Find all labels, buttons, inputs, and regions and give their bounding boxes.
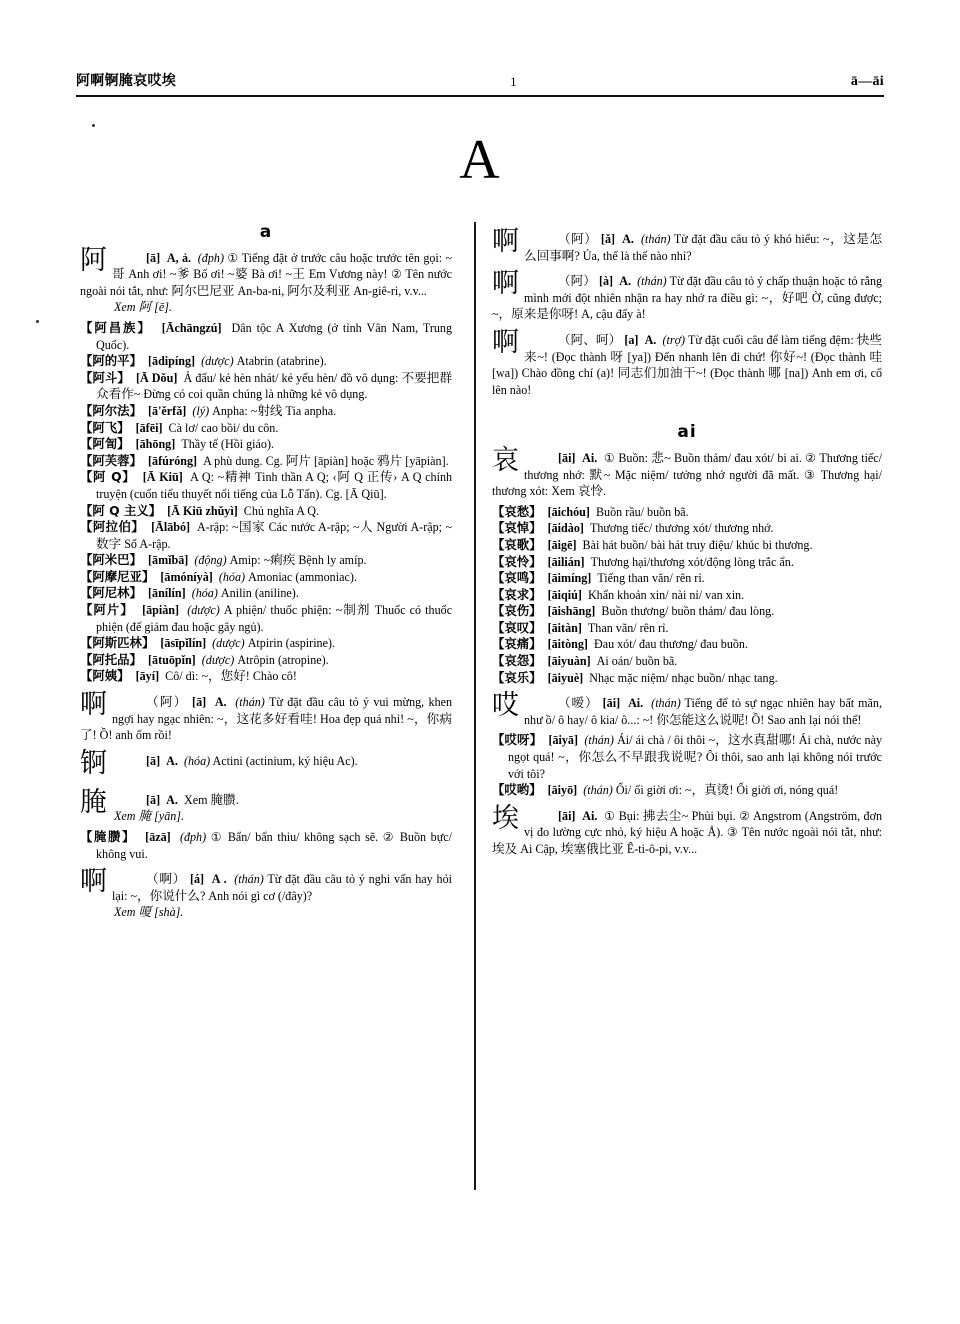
sub-entry [492,653,882,670]
sub-entry-definition: Anpha: ~射线 Tia anpha. [212,402,337,418]
headword-character: 啊 [492,268,519,300]
headword-body [492,326,883,398]
sub-entry [80,635,452,652]
sub-entry-pinyin: [ādipíng] [148,354,196,369]
sub-entry [80,436,452,453]
headword-body [80,753,452,770]
part-of-speech: (thán) [641,232,671,246]
cjk-text: ，这花多好看哇 [223,710,313,726]
han-viet-reading: A. [622,232,634,246]
sub-entry-pinyin: [āfúróng] [148,453,198,468]
sub-entry-definition: Atabrin (atabrine). [236,354,327,369]
sub-entry [80,403,452,420]
cjk-text: 人 [359,519,374,535]
headword-variant: （阿） [558,231,598,246]
han-viet-reading: A. [166,753,178,768]
pinyin: [āi] [558,808,576,823]
han-viet-reading: A. [166,792,178,807]
sub-entry-label: (dược) [187,603,220,618]
cjk-text: 王 [292,266,306,282]
part-of-speech: (thán) [651,696,681,711]
sub-entry-label: (lý) [192,403,210,418]
sub-entry-definition: Buồn thương/ buồn thảm/ đau lòng. [601,604,775,619]
headword-character: 埃 [492,802,519,834]
sub-entry [492,670,882,687]
cjk-text: 婆 [234,266,248,282]
definition-text: Từ đặt cuối câu để làm tiếng đệm: 快些来~! (Đọc thành 呀 [ya]) Đến nhanh lên đi chứ! 你好~! (Đọc thành 哇 [wa]) Chào đồng chí (a)! 同志们加油干~! (Đọc thành 哪 [na]) Anh em ơi, cố lên nào! [492,331,883,397]
column-divider [474,222,476,1190]
part-of-speech: (thán) [235,695,265,710]
sub-entry-definition: Cô/ dì: ~，您好! Chào cô! [165,668,297,684]
part-of-speech: (thán) [234,872,264,887]
cjk-text: 阿尔及利亚 [287,282,351,298]
headword-body [492,802,883,858]
sub-entry-label: (dược) [201,354,234,369]
cjk-text: 不要把群众看作 [96,369,453,402]
sub-entry-label: (dược) [201,652,235,667]
sub-entry [492,782,882,799]
sub-entry-pinyin: [āsīpǐlín] [160,636,207,651]
headword-character: 啊 [492,326,519,358]
sub-entry-headword: 【阿托品】 [80,651,142,667]
sub-entry-pinyin: [āigē] [547,537,577,552]
sub-entry-pinyin: [āiqiú] [547,587,582,602]
sub-entry-headword: 【阿米巴】 [80,552,142,568]
sub-entry-label: (hóa) [218,569,246,584]
headword-character: 啊 [492,226,519,257]
part-of-speech: (đph) [197,250,224,265]
sub-entry [492,587,882,604]
cjk-text: 阿 [336,469,351,485]
sub-entry-definition: Thầy tế (Hồi giáo). [181,437,274,452]
cjk-text: 国家 [238,519,266,535]
right-entry-list-top [492,226,883,398]
cjk-text: 阿尔巴尼亚 [171,282,235,298]
sub-entry [80,519,452,552]
sub-entry-pinyin: [āishāng] [547,604,596,619]
sub-entry-definition: Cà lơ/ cao bồi/ du côn. [168,420,279,435]
part-of-speech: (thán) [637,274,667,289]
left-column [80,222,452,925]
pinyin: [ā] [192,695,207,710]
headword-entry [80,747,452,783]
sub-entry-definition: Amip: ~痢疾 Bệnh ly amíp. [229,552,367,568]
sub-entry-definition: A-rập: ~国家 Các nước A-rập; ~人 Người A-rập; ~数字 Số A-rập. [96,519,453,551]
cjk-text: 阿 [138,299,152,315]
cjk-text: 制剂 [342,602,371,618]
headword-entry [492,268,883,323]
sub-entry-pinyin: [āilián] [547,554,585,569]
cjk-text: 同志们加油干 [617,365,697,381]
definition-text: ① Buồn: 悲~ Buồn thảm/ đau xót/ bi ai. ② Thương tiếc/ thương nhớ: 默~ Mặc niệm/ tưởng nhớ người đã mất. ③ Thương hại/ thương xót: Xem 哀怜. [492,449,883,499]
sub-entry-pinyin: [āidào] [547,521,584,536]
headword-body [492,444,883,500]
sub-entry-headword: 【阿拉伯】 [80,519,145,535]
cjk-text: 爹 [176,266,190,282]
sub-entry-pinyin: [Ā Kiū] [142,470,183,485]
sub-entry-pinyin: [āitòng] [547,637,588,652]
sub-entry-headword: 【哎呀】 [492,732,543,748]
cjk-text: 哇 [869,348,883,364]
sub-entry-headword: 【哀怜】 [492,553,542,569]
pinyin: [a] [624,332,639,347]
headword-character: 锕 [80,747,107,779]
cjk-text: 埃塞俄比亚 [560,841,624,856]
sub-entry-headword: 【哀悼】 [492,520,542,536]
sub-entry [80,585,452,602]
sub-entry-definition: Bài hát buồn/ bài hát truy điệu/ khúc bi thương. [582,537,813,552]
cjk-text: 阿片 [285,452,311,468]
sub-entry-headword: 【哀叹】 [492,619,542,635]
sub-entry-definition: Ai oán/ buồn bã. [596,654,678,669]
sub-entry-definition: ① Bẩn/ bẩn thiu/ không sạch sẽ. ② Buồn bực/ không vui. [96,830,453,861]
sub-entry-definition: Tiếng than văn/ rên rỉ. [597,571,705,586]
definition-text: Từ đặt đầu câu tỏ ý vui mừng, khen ngợi hay ngạc nhiên: ~，这花多好看哇! Hoa đẹp quá nhỉ! ~，你病了! Ồ! anh ốm rồi! [80,695,453,743]
sub-entry [492,570,882,587]
sub-entry-pinyin: [āimíng] [547,571,592,586]
cjk-text: 呀 [610,348,624,364]
sub-entry-headword: 【阿的平】 [80,353,142,369]
sub-entry-pinyin: [Āchāngzú] [161,320,222,335]
cjk-text: 数字 [96,535,122,551]
sub-entry-pinyin: [āiyuè] [547,670,584,685]
syllable-heading-a: a [259,222,273,242]
sub-entry-headword: 【哀歌】 [492,536,542,552]
sub-entry-label: (động) [194,553,227,568]
sub-entry-headword: 【哀愁】 [492,503,542,519]
sub-entry-definition: Anilin (aniline). [220,586,299,601]
sub-entry [80,503,452,520]
sub-entry-pinyin: [āichóu] [547,504,590,519]
sub-entry [80,569,452,586]
sub-entry-definition: Atrôpin (atropine). [237,652,329,667]
pinyin: [āi] [602,696,621,711]
headword-entry [492,444,883,500]
headword-body [492,690,882,728]
cross-reference: Xem 嗄 [shà]. [114,904,184,920]
sub-entry-headword: 【哀鸣】 [492,570,542,586]
sub-entry-definition: Chủ nghĩa A Q. [243,503,320,518]
han-viet-reading: Ai. [582,450,598,465]
sub-entry-headword: 【阿 Q 主义】 [80,502,162,518]
sub-entry-pinyin: [ātuōpǐn] [148,652,196,667]
sub-entry-pinyin: [āzā] [145,830,171,844]
cjk-text: 嗄 [138,904,152,920]
sub-entry-pinyin: [āfēi] [135,420,163,435]
cjk-text: ，您好 [208,668,246,684]
sub-entry-pinyin: [Ā Kiū zhǔyì] [167,503,238,518]
headword-variant: （阿） [558,273,596,289]
definition-text: Tiếng để tỏ sự ngạc nhiên hay bất mãn, như ồ/ ô hay/ ô kia/ ô...: ~! 你怎能这么说呢! Ồ! Sao anh lại nói thế! [524,696,882,727]
sub-entry-headword: 【哀痛】 [492,636,542,652]
cjk-text: 腌臜 [210,791,236,807]
cjk-text: ，真烫 [691,782,730,798]
cjk-text: 拂去尘 [642,807,682,823]
headword-variant: （阿、呵） [558,331,622,347]
sub-entry-definition: Đau xót/ đau thương/ đau buồn. [593,637,748,652]
sub-entry [492,603,882,620]
section-letter: A [459,129,501,191]
pinyin: [ā] [146,753,161,768]
pinyin: [ā] [146,792,161,807]
headword-entry [80,786,452,825]
sub-entry-pinyin: [āhōng] [135,437,176,452]
sub-entry-headword: 【阿斗】 [80,369,130,385]
headword-variant: （啊） [146,871,187,887]
sub-entry-headword: 【阿斯匹林】 [80,635,155,651]
sub-entry [492,636,882,653]
sub-entry-headword: 【哀乐】 [492,669,542,685]
right-entry-list-bottom [492,444,883,858]
pinyin: [ǎ] [600,232,616,246]
cjk-text: 正传 [366,469,394,485]
sub-entry [80,652,452,669]
cjk-text: 你怎能这么说呢 [656,711,745,727]
sub-entry-pinyin: [ānílín] [148,586,186,601]
sub-entry [492,520,882,537]
running-head-left: 阿啊锕腌哀哎埃 [76,73,177,89]
sub-entry-headword: 【阿尼林】 [80,585,142,601]
cjk-text: 默 [589,466,604,482]
sub-entry [492,537,882,554]
cjk-text: ，原来是你呀 [498,306,575,322]
headword-entry [492,226,883,264]
headword-character: 哎 [492,690,519,722]
right-column [492,222,882,862]
sub-entry-label: (đph) [179,830,207,844]
headword-body [80,866,452,904]
cjk-text: 腌 [138,808,152,824]
part-of-speech: (hóa) [183,753,211,768]
cjk-text: ，你说什么 [137,887,200,903]
pinyin: [āi] [558,450,576,465]
han-viet-reading: Ai. [582,808,598,823]
definition-text: Xem 腌臜. [183,791,239,807]
definition-text: Từ đặt đầu câu tỏ ý nghi vấn hay hỏi lại: ~，你说什么? Anh nói gì cơ (/đây)? [112,872,452,903]
sub-entry-headword: 【阿姨】 [80,668,130,684]
cjk-text: 悲 [651,449,665,465]
sub-entry-label: (thán) [584,733,614,748]
headword-body [492,268,883,323]
cjk-text: 痢疾 [270,552,296,568]
cross-reference: Xem 腌 [yān]. [114,808,185,824]
han-viet-reading: A. [619,274,631,289]
definition-text: Actini (actinium, ký hiệu Ac). [212,753,358,768]
headword-entry [80,244,453,316]
han-viet-reading: A, ả. [166,250,192,265]
page-number: 1 [510,74,517,89]
headword-entry [492,802,883,858]
sub-entry [492,620,882,637]
header-rule [76,95,884,97]
cjk-text: 射线 [257,402,283,418]
sub-entry-definition: A phù dung. Cg. 阿片 [āpiàn] hoặc 鸦片 [yāpiàn]. [203,452,449,468]
sub-entry-pinyin: [āmǐbā] [148,553,189,568]
headword-entry [80,689,453,744]
definition-text: Từ đặt đầu câu tỏ ý chấp thuận hoặc tỏ rằng mình mới đột nhiên nhận ra hay nhớ ra điều gì: ~，好吧 Ờ, cũng được; ~，原来是你呀! A, cậu đấy à! [492,274,883,322]
sub-entry [80,829,452,862]
sub-entry-label: (thán) [583,783,613,798]
sub-entry-headword: 【哀伤】 [492,603,542,619]
sub-entry-headword: 【阿飞】 [80,419,130,435]
sub-entry [80,552,452,569]
sub-entry-label: (dược) [212,636,245,651]
headword-body [80,689,453,744]
cjk-text: ，你病了 [80,710,453,743]
sub-entry-pinyin: [āyí] [135,669,160,684]
sub-entry-definition: Than vãn/ rên rỉ. [587,620,669,635]
sub-entry [80,420,452,437]
sub-entry [492,732,882,782]
cjk-text: ，这是怎么回事啊 [524,231,883,263]
sub-entry [492,504,882,521]
sub-entry-definition: Ối/ ối giời ơi: ~，真烫! Ối giời ơi, nóng quá! [615,782,839,798]
headword-variant: （阿） [146,694,188,710]
sub-entry-headword: 【阿昌族】 [80,319,152,335]
headword-variant: （嗳） [558,695,599,711]
definition-text: ① Tiếng đặt ở trước câu hoặc trước tên gọi: ~哥 Anh ơi! ~爹 Bố ơi! ~婆 Bà ơi! ~王 Em Vương này! ② Tên nước ngoài nói tắt, như: 阿尔巴尼亚 An-ba-ni, 阿尔及利亚 An-giê-ri, v.v... [80,250,453,298]
definition-text: ① Bụi: 拂去尘~ Phủi bụi. ② Angstrom (Angström, đơn vị đo lường cực nhỏ, ký hiệu A hoặc Å). ③ Tên nước ngoài nói tắt, như: 埃及 Ai Cập, 埃塞俄比亚 Ê-ti-ô-pi, v.v... [492,807,883,856]
cjk-text: 精神 [224,469,252,485]
cjk-text: ，这水真甜哪 [715,732,792,748]
sub-entry-definition: Amoniac (ammoniac). [248,569,357,584]
sub-entry-pinyin: [āiyuàn] [547,654,591,669]
sub-entry [80,602,452,635]
sub-entry [80,668,452,685]
sub-entry-pinyin: [āmóníyà] [160,569,213,584]
han-viet-reading: Ai. [628,696,644,711]
sub-entry-pinyin: [āitàn] [547,620,582,635]
cjk-text: 你好 [769,348,797,364]
headword-body [80,792,452,809]
definition-text: Từ đặt đầu câu tỏ ý khó hiểu: ~，这是怎么回事啊? Ủa, thế là thế nào nhỉ? [524,231,883,263]
sub-entry-pinyin: [Ālābó] [151,520,191,535]
headword-character: 腌 [80,786,107,818]
sub-entry-definition: Thương tiếc/ thương xót/ thương nhớ. [589,521,774,536]
sub-entry [80,353,452,370]
sub-entry-definition: Ả đẩu/ kẻ hèn nhát/ kẻ yếu hèn/ đồ vô dụng: 不要把群众看作~ Đừng có coi quần chúng là những kẻ vô dụng. [96,369,453,402]
sub-entry-headword: 【阿摩尼亚】 [80,568,155,584]
sub-entry-headword: 【哀怨】 [492,653,542,669]
headword-character: 啊 [80,689,107,721]
sub-entry [80,453,452,470]
han-viet-reading: A . [211,872,227,887]
sub-entry [80,320,452,353]
sub-entry-definition: A Q: ~精神 Tinh thần A Q; ‹阿 Q 正传› A Q chính truyện (cuốn tiểu thuyết nổi tiếng của Lỗ Tấn). Cg. [Ā Qiū]. [96,469,453,501]
sub-entry-definition: Ái/ ái chà / ôi thôi ~，这水真甜哪! Ái chà, nước này ngọt quá! ~，你怎么不早跟我说呢? Ôi thôi, sao anh lại không nói trước với tôi? [508,732,883,781]
sub-entry [80,469,452,502]
pinyin: [á] [189,872,205,887]
running-head-right: ā—āi [850,74,884,89]
pinyin: [ā] [146,250,161,265]
sub-entry-definition: Dân tộc A Xương (ở tỉnh Vân Nam, Trung Quốc). [96,320,453,352]
sub-entry-pinyin: [Ā Dǒu] [135,370,178,385]
headword-entry [80,866,452,921]
sub-entry-pinyin: [āiyā] [548,733,578,748]
sub-entry-definition: Khẩn khoản xin/ nài nỉ/ van xin. [587,587,745,602]
han-viet-reading: A. [214,695,227,710]
headword-body [492,226,883,264]
sub-entry-headword: 【腌臜】 [80,829,136,844]
sub-entry-label: (hóa) [191,586,218,601]
speck-mark [92,124,95,127]
sub-entry [80,370,452,403]
cjk-text: 哪 [768,365,782,381]
sub-entry-headword: 【阿芙蓉】 [80,452,142,468]
sub-entry-pinyin: [āiyō] [547,783,578,798]
headword-character: 哀 [492,444,519,476]
sub-entry-pinyin: [āpiàn] [142,603,180,618]
cjk-text: 鸦片 [377,452,403,468]
sub-entry-headword: 【阿訇】 [80,436,130,452]
sub-entry-headword: 【哎哟】 [492,782,542,798]
syllable-heading-ai: ai [677,422,697,443]
sub-entry-headword: 【阿片】 [80,602,134,618]
running-head [76,70,884,90]
cjk-text: 埃及 [492,841,518,856]
headword-entry [492,326,883,398]
sub-entry-headword: 【阿 Q】 [80,469,136,485]
sub-entry-headword: 【哀求】 [492,586,542,602]
sub-entry [492,554,882,571]
part-of-speech: (trợ) [662,332,686,347]
headword-character: 阿 [80,244,107,276]
cross-reference: Xem 阿 [ē]. [114,299,172,315]
cjk-text: ，你怎么不早跟我说呢 [564,749,697,765]
sub-entry-headword: 【阿尔法】 [80,402,142,418]
cjk-text: 哥 [112,266,125,282]
speck-mark-2 [36,320,39,323]
sub-entry-definition: Buồn rầu/ buồn bã. [595,504,689,519]
headword-entry [492,690,882,728]
sub-entry-definition: Nhạc mặc niệm/ nhạc buồn/ nhạc tang. [589,670,778,685]
sub-entry-pinyin: [ā'ěrfǎ] [148,403,187,418]
cjk-text: ，好吧 [768,289,809,305]
pinyin: [à] [598,274,614,289]
headword-character: 啊 [80,866,107,898]
cjk-text: 快些来 [524,331,883,364]
han-viet-reading: A. [644,332,657,347]
headword-body [80,244,453,300]
sub-entry-definition: Atpirin (aspirine). [247,636,336,651]
sub-entry-definition: Thương hại/thương xót/động lòng trắc ẩn. [590,554,794,569]
sub-entry-definition: A phiện/ thuốc phiện: ~制剂 Thuốc có thuốc phiện (để giảm đau hoặc gây ngủ). [96,602,453,634]
cjk-text: 哀怜 [577,483,604,499]
left-entry-list [80,244,453,921]
